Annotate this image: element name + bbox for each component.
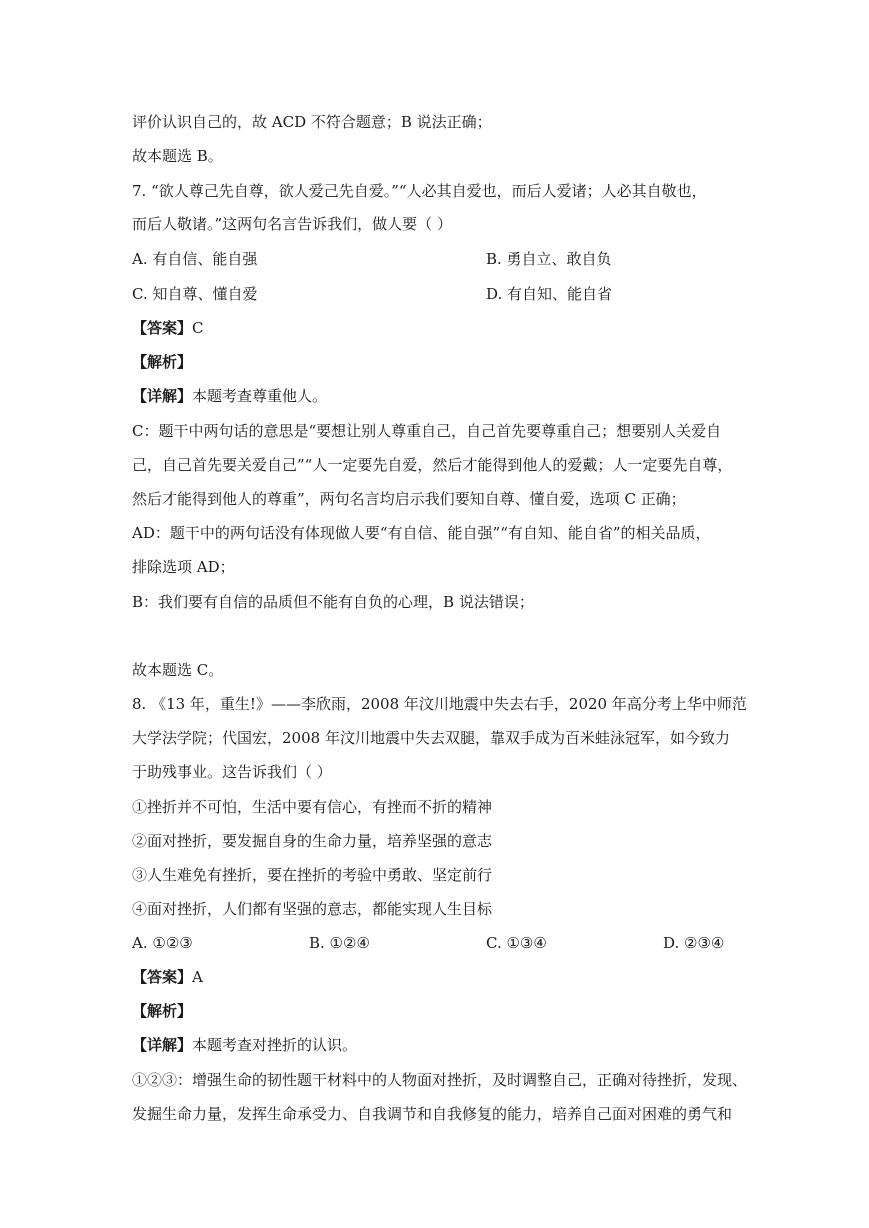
prev-explanation-line: 评价认识自己的，故 ACD 不符合题意；B 说法正确； <box>132 113 492 131</box>
q8-option-d: D. ②③④ <box>663 934 725 952</box>
q7-c-line-1: C：题干中两句话的意思是“要想让别人尊重自己，自己首先要尊重自己；想要别人关爱自 <box>132 422 722 440</box>
q7-c-line-2: 己，自己首先要关爱自己”“人一定要先自爱，然后才能得到他人的爱戴；人一定要先自尊， <box>132 456 733 474</box>
q7-conclusion: 故本题选 C。 <box>132 661 224 679</box>
q7-stem-line-2: 而后人敬诸。”这两句名言告诉我们，做人要（ ） <box>132 215 452 233</box>
q8-explanation-line-2: 发掘生命力量，发挥生命承受力、自我调节和自我修复的能力，培养自己面对困难的勇气和 <box>132 1105 733 1123</box>
q7-b-line: B：我们要有自信的品质但不能有自负的心理，B 说法错误； <box>132 593 534 611</box>
q7-option-a: A. 有自信、能自强 <box>132 250 258 268</box>
q8-analysis-label: 【解析】 <box>132 1002 193 1020</box>
q8-answer-label: 【答案】 <box>132 968 193 986</box>
q8-stem-line-2: 大学法学院；代国宏，2008 年汶川地震中失去双腿，靠双手成为百米蛙泳冠军，如今致力 <box>132 729 730 747</box>
q8-option-b: B. ①②④ <box>309 934 370 952</box>
q8-option-a: A. ①②③ <box>132 934 193 952</box>
q8-option-c: C. ①③④ <box>486 934 547 952</box>
q8-stem-line-1: 8. 《13 年，重生!》——李欣雨，2008 年汶川地震中失去右手，2020 年高分考上华中师范 <box>132 695 747 713</box>
q7-option-c: C. 知自尊、懂自爱 <box>132 285 258 303</box>
q8-stem-line-3: 于助残事业。这告诉我们（ ） <box>132 763 332 781</box>
q7-detail-label: 【详解】 <box>132 387 193 405</box>
q8-detail-text: 本题考查对挫折的认识。 <box>192 1036 358 1054</box>
q7-answer-label: 【答案】 <box>132 319 193 337</box>
q7-answer-value: C <box>192 319 204 337</box>
q8-item-4: ④面对挫折，人们都有坚强的意志，都能实现人生目标 <box>132 900 493 918</box>
q7-detail-text: 本题考查尊重他人。 <box>192 387 328 405</box>
q7-option-b: B. 勇自立、敢自负 <box>486 250 612 268</box>
q8-item-2: ②面对挫折，要发掘自身的生命力量，培养坚强的意志 <box>132 832 493 850</box>
q8-detail-label: 【详解】 <box>132 1036 193 1054</box>
q8-detail <box>132 1035 357 1055</box>
q7-ad-line-1: AD：题干中的两句话没有体现做人要“有自信、能自强”“有自知、能自省”的相关品质， <box>132 524 711 542</box>
q7-answer <box>132 318 204 338</box>
q7-c-line-3: 然后才能得到他人的尊重”，两句名言均启示我们要知自尊、懂自爱，选项 C 正确； <box>132 490 686 508</box>
q7-option-d: D. 有自知、能自省 <box>486 285 613 303</box>
q7-ad-line-2: 排除选项 AD； <box>132 558 235 576</box>
q7-detail <box>132 386 327 406</box>
q8-answer <box>132 967 203 987</box>
q8-item-1: ①挫折并不可怕，生活中要有信心，有挫而不折的精神 <box>132 798 493 816</box>
prev-conclusion: 故本题选 B。 <box>132 147 223 165</box>
q7-analysis-label: 【解析】 <box>132 353 193 371</box>
q7-stem-line-1: 7. “欲人尊己先自尊，欲人爱己先自爱。”“人必其自爱也，而后人爱诸；人必其自敬也， <box>132 182 707 200</box>
q8-item-3: ③人生难免有挫折，要在挫折的考验中勇敢、坚定前行 <box>132 866 493 884</box>
q8-answer-value: A <box>192 968 203 986</box>
q8-explanation-line-1: ①②③：增强生命的韧性题干材料中的人物面对挫折，及时调整自己，正确对待挫折，发现、 <box>132 1071 748 1089</box>
